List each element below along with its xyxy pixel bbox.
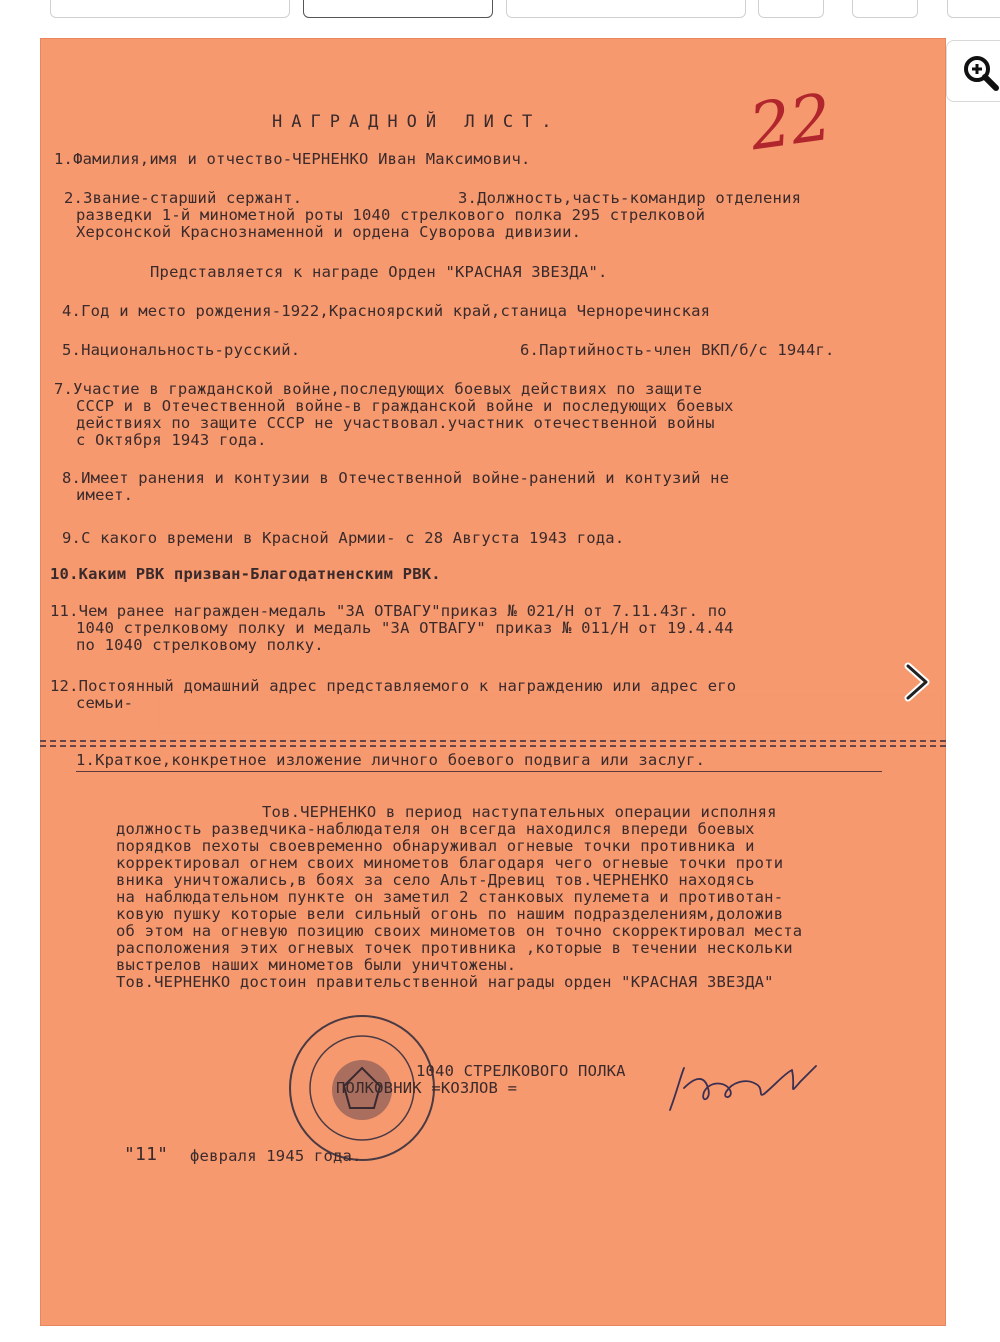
citation-line: вника уничтожались,в боях за село Альт-Древиц тов.ЧЕРНЕНКО находясь	[116, 871, 755, 889]
toolbar-button[interactable]	[852, 0, 918, 18]
field-previous-awards-cont: 1040 стрелковому полку и медаль "ЗА ОТВАГУ" приказ № 011/Н от 19.4.44	[76, 619, 734, 637]
field-address: 12.Постоянный домашний адрес представляемого к награждению или адрес его	[50, 677, 737, 695]
citation-line: расположения этих огневых точек противника ,которые в течении нескольки	[116, 939, 793, 957]
field-service-start: 9.С какого времени в Красной Армии- с 28 Августа 1943 года.	[62, 529, 625, 547]
field-address-cont: семьи-	[76, 694, 134, 712]
zoom-button[interactable]	[946, 40, 1000, 102]
field-previous-awards-cont: по 1040 стрелковому полку.	[76, 636, 324, 654]
field-position-cont: разведки 1-й минометной роты 1040 стрелкового полка 295 стрелковой	[76, 206, 706, 224]
field-position: 3.Должность,часть-командир отделения	[458, 189, 802, 207]
signatory-unit: 1040 СТРЕЛКОВОГО ПОЛКА	[416, 1062, 626, 1080]
award-sheet-document	[40, 38, 946, 1326]
viewer-toolbar	[0, 0, 1000, 22]
handwritten-signature	[660, 1048, 830, 1138]
chevron-right-icon[interactable]	[894, 660, 938, 704]
citation-line: выстрелов наших минометов были уничтожены.	[116, 956, 517, 974]
citation-conclusion: Тов.ЧЕРНЕНКО достоин правительственной награды орден "КРАСНАЯ ЗВЕЗДА"	[116, 973, 774, 991]
award-nomination: Представляется к награде Орден "КРАСНАЯ ЗВЕЗДА".	[150, 263, 608, 281]
field-participation-cont: СССР и в Отечественной войне-в гражданской войне и последующих боевых	[76, 397, 734, 415]
citation-line: порядков пехоты своевременно обнаруживал огневые точки противника и	[116, 837, 755, 855]
field-wounds: 8.Имеет ранения и контузии в Отечественной войне-ранений и контузий не	[62, 469, 730, 487]
field-nationality: 5.Национальность-русский.	[62, 341, 301, 359]
toolbar-button[interactable]	[50, 0, 290, 18]
separator-line	[40, 745, 946, 747]
citation-line: должность разведчика-наблюдателя он всегда находился впереди боевых	[116, 820, 755, 838]
toolbar-button[interactable]	[947, 0, 1000, 18]
date-day: "11"	[124, 1144, 169, 1165]
field-birth: 4.Год и место рождения-1922,Красноярский край,станица Черноречинская	[62, 302, 711, 320]
field-draft-office: 10.Каким РВК призван-Благодатненским РВК.	[50, 565, 441, 583]
toolbar-button[interactable]	[506, 0, 746, 18]
field-previous-awards: 11.Чем ранее награжден-медаль "ЗА ОТВАГУ"приказ № 021/Н от 7.11.43г. по	[50, 602, 727, 620]
citation-line: Тов.ЧЕРНЕНКО в период наступательных операции исполняя	[262, 803, 777, 821]
field-participation: 7.Участие в гражданской войне,последующих боевых действиях по защите	[54, 380, 703, 398]
field-wounds-cont: имеет.	[76, 486, 134, 504]
citation-line: корректировал огнем своих минометов благодаря чего огневые точки проти	[116, 854, 784, 872]
citation-line: ковую пушку которые вели сильный огонь по нашим подразделениям,доложив	[116, 905, 784, 923]
section-heading: 1.Краткое,конкретное изложение личного боевого подвига или заслуг.	[76, 751, 706, 769]
citation-line: на наблюдательном пункте он заметил 2 станковых пулемета и противотан-	[116, 888, 784, 906]
field-participation-cont: с Октября 1943 года.	[76, 431, 267, 449]
field-rank: 2.Звание-старший сержант.	[64, 189, 303, 207]
handwritten-page-number: 22	[745, 80, 837, 166]
citation-line: об этом на огневую позицию своих минометов он точно скорректировал места	[116, 922, 803, 940]
field-party: 6.Партийность-член ВКП/б/с 1944г.	[520, 341, 835, 359]
field-name: 1.Фамилия,имя и отчество-ЧЕРНЕНКО Иван Максимович.	[54, 150, 531, 168]
section-heading-underline	[76, 771, 882, 772]
signatory-name: ПОЛКОВНИК =КОЗЛОВ =	[336, 1079, 518, 1097]
field-position-cont: Херсонской Краснознаменной и ордена Суворова дивизии.	[76, 223, 582, 241]
toolbar-button[interactable]	[758, 0, 824, 18]
zoom-in-icon	[961, 53, 1000, 93]
document-title: НАГРАДНОЙ ЛИСТ.	[272, 112, 561, 132]
redacted-area	[160, 696, 940, 732]
separator-line	[40, 740, 946, 742]
date-rest: февраля 1945 года.	[190, 1147, 362, 1165]
field-participation-cont: действиях по защите СССР не участвовал.участник отечественной войны	[76, 414, 715, 432]
toolbar-button-active[interactable]	[303, 0, 493, 18]
